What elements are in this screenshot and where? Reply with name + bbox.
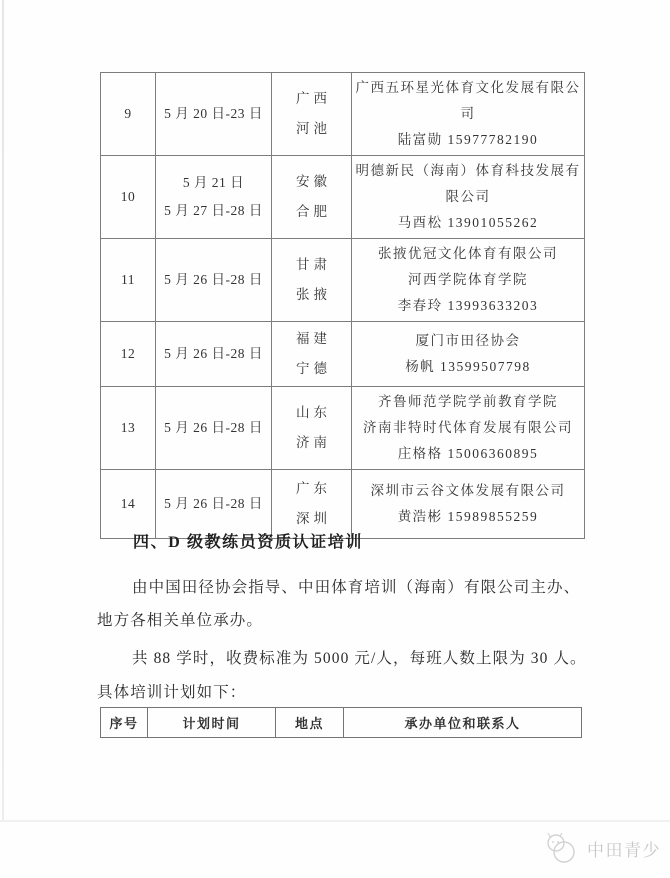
table-row bbox=[101, 239, 585, 322]
row-number: 11 bbox=[101, 239, 156, 322]
date-line: 5 月 26 日-28 日 bbox=[164, 346, 263, 361]
date-line: 5 月 20 日-23 日 bbox=[164, 106, 263, 121]
organizer-cell bbox=[352, 156, 585, 239]
organizer-line: 齐鲁师范学院学前教育学院 bbox=[378, 394, 558, 409]
organizer-cell bbox=[352, 239, 585, 322]
date-line: 5 月 27 日-28 日 bbox=[164, 203, 263, 218]
table-row bbox=[101, 73, 585, 156]
row-number: 12 bbox=[101, 322, 156, 387]
table-row bbox=[101, 156, 585, 239]
location-cell bbox=[272, 387, 352, 470]
training-schedule-table bbox=[100, 72, 585, 539]
location-line: 安徽 bbox=[296, 174, 331, 189]
paragraph-line: 具体培训计划如下： bbox=[97, 684, 247, 701]
dates-cell bbox=[156, 322, 272, 387]
organizer-line: 明德新民（海南）体育科技发展有限公司 bbox=[355, 163, 581, 204]
contact-line: 杨帆 13599507798 bbox=[405, 359, 531, 374]
organizer-line: 深圳市云谷文体发展有限公司 bbox=[370, 483, 566, 498]
column-header-organizer: 承办单位和联系人 bbox=[344, 708, 582, 738]
organizer-line: 厦门市田径协会 bbox=[415, 333, 521, 348]
dates-cell bbox=[156, 156, 272, 239]
row-number: 9 bbox=[101, 73, 156, 156]
paragraph-line: 由中国田径协会指导、中田体育培训（海南）有限公司主办、 bbox=[132, 579, 581, 596]
paragraph-line: 共 88 学时，收费标准为 5000 元/人，每班人数上限为 30 人。 bbox=[132, 650, 587, 667]
location-line: 福建 bbox=[296, 331, 331, 346]
location-line: 张掖 bbox=[296, 287, 331, 302]
organizer-line: 广西五环星光体育文化发展有限公司 bbox=[355, 80, 581, 121]
organizer-cell bbox=[352, 387, 585, 470]
location-line: 宁德 bbox=[296, 361, 331, 376]
section-title: 四、D 级教练员资质认证培训 bbox=[133, 534, 363, 551]
date-line: 5 月 26 日-28 日 bbox=[164, 272, 263, 287]
column-header-no: 序号 bbox=[101, 708, 148, 738]
location-line: 广西 bbox=[296, 91, 331, 106]
column-header-location: 地点 bbox=[276, 708, 344, 738]
row-number: 14 bbox=[101, 470, 156, 539]
dates-cell bbox=[156, 387, 272, 470]
organizer-line: 张掖优冠文化体育有限公司 bbox=[378, 246, 558, 261]
scan-artifact-line bbox=[0, 820, 670, 822]
location-cell bbox=[272, 156, 352, 239]
date-line: 5 月 26 日-28 日 bbox=[164, 420, 263, 435]
scan-edge-shadow bbox=[2, 0, 4, 820]
location-line: 深圳 bbox=[296, 511, 331, 526]
brand-watermark-label: 中田青少 bbox=[587, 840, 661, 860]
location-line: 广东 bbox=[296, 481, 331, 496]
location-line: 合肥 bbox=[296, 204, 331, 219]
organizer-line: 河西学院体育学院 bbox=[408, 272, 528, 287]
date-line: 5 月 26 日-28 日 bbox=[164, 496, 263, 511]
brand-watermark bbox=[543, 831, 661, 865]
location-cell bbox=[272, 322, 352, 387]
dates-cell bbox=[156, 73, 272, 156]
contact-line: 马酉松 13901055262 bbox=[397, 215, 539, 230]
table-header-row bbox=[101, 708, 582, 738]
organizer-cell bbox=[352, 73, 585, 156]
location-line: 山东 bbox=[296, 405, 331, 420]
row-number: 10 bbox=[101, 156, 156, 239]
location-line: 甘肃 bbox=[296, 257, 331, 272]
column-header-time: 计划时间 bbox=[148, 708, 276, 738]
organizer-line: 济南非特时代体育发展有限公司 bbox=[363, 420, 573, 435]
location-line: 河池 bbox=[296, 121, 331, 136]
paragraph-line: 地方各相关单位承办。 bbox=[97, 612, 264, 629]
location-line: 济南 bbox=[296, 435, 331, 450]
table-row bbox=[101, 387, 585, 470]
table-row bbox=[101, 322, 585, 387]
contact-line: 黄浩彬 15989855259 bbox=[397, 509, 539, 524]
plan-table-header bbox=[100, 707, 582, 738]
organizer-cell bbox=[352, 322, 585, 387]
contact-line: 李春玲 13993633203 bbox=[397, 298, 539, 313]
row-number: 13 bbox=[101, 387, 156, 470]
dates-cell bbox=[156, 239, 272, 322]
location-cell bbox=[272, 239, 352, 322]
location-cell bbox=[272, 73, 352, 156]
organizer-cell bbox=[352, 470, 585, 539]
contact-line: 庄格格 15006360895 bbox=[397, 446, 539, 461]
date-line: 5 月 21 日 bbox=[182, 175, 245, 190]
brand-logo-icon bbox=[543, 831, 581, 865]
contact-line: 陆富勋 15977782190 bbox=[397, 132, 539, 147]
